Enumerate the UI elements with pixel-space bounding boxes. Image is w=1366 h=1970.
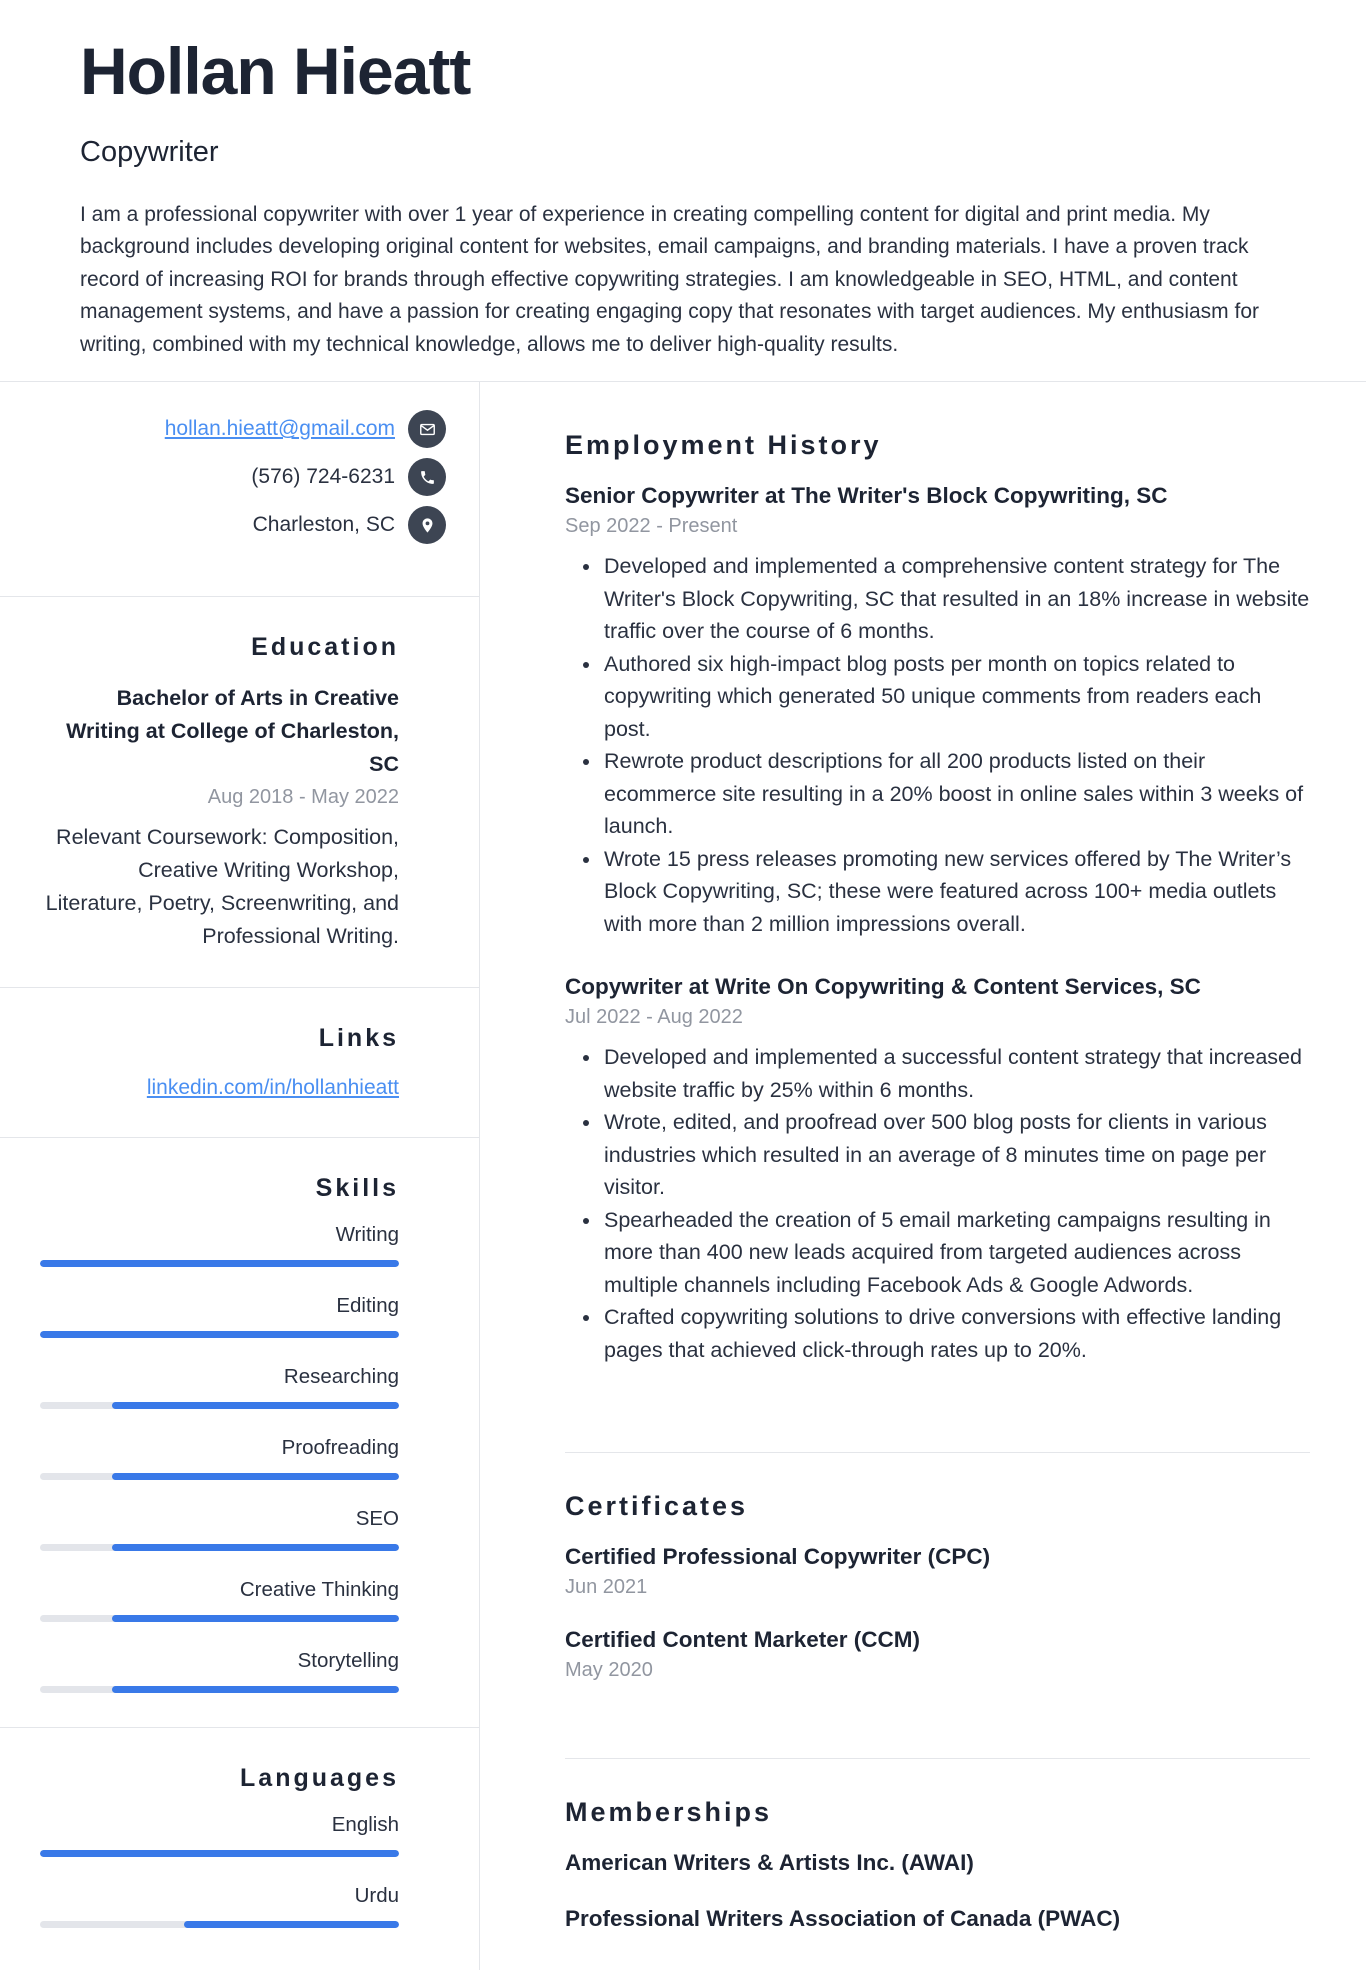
phone-icon [408, 458, 446, 496]
skill-label: Proofreading [281, 1436, 399, 1460]
skill-bar-fill [112, 1544, 399, 1551]
candidate-name: Hollan Hieatt [80, 34, 471, 108]
skill-item [40, 1365, 399, 1409]
skill-bar-track [40, 1402, 399, 1409]
skill-bar-track [40, 1686, 399, 1693]
contact-phone-row [40, 458, 446, 496]
sidebar [0, 382, 480, 1970]
contact-section [0, 382, 479, 596]
language-bar-fill [184, 1921, 399, 1928]
education-section [0, 596, 479, 987]
certificates-section [565, 1452, 1310, 1718]
job-bullet: • Developed and implemented a comprehensive content strategy for The Writer's Block Copywriting, SC that resulted in an 18% increase in website traffic over the course of 6 months. [602, 550, 1310, 648]
email-link[interactable]: hollan.hieatt@gmail.com [164, 417, 395, 441]
job-title: Copywriter at Write On Copywriting & Content Services, SC [565, 974, 1201, 1000]
skill-label: Storytelling [297, 1649, 399, 1673]
skill-bar-fill [112, 1402, 399, 1409]
skill-item [40, 1294, 399, 1338]
skill-label: Writing [335, 1223, 399, 1247]
certificate-date: Jun 2021 [565, 1576, 648, 1599]
job-bullet: • Developed and implemented a successful content strategy that increased website traffic by 25% within 6 months. [602, 1041, 1310, 1106]
certificates-heading: Certificates [565, 1491, 749, 1522]
location-text: Charleston, SC [252, 513, 395, 537]
job-entry [565, 483, 1310, 940]
job-bullet: • Crafted copywriting solutions to drive conversions with effective landing pages that achieved click-through rates up to 20%. [602, 1301, 1310, 1366]
links-section [0, 987, 479, 1137]
job-dates: Jul 2022 - Aug 2022 [565, 1006, 743, 1029]
skill-bar-fill [112, 1686, 399, 1693]
resume-header [0, 0, 1366, 361]
job-bullet-list [565, 550, 1310, 940]
language-bar-fill [40, 1850, 399, 1857]
education-coursework: Relevant Coursework: Composition, Creative Writing Workshop, Literature, Poetry, Screenwriting, and Professional Writing. [45, 825, 399, 949]
linkedin-link[interactable]: linkedin.com/in/hollanhieatt [146, 1076, 399, 1100]
education-heading: Education [251, 633, 399, 662]
link-item [40, 1073, 399, 1103]
skill-item [40, 1649, 399, 1693]
job-bullet: • Spearheaded the creation of 5 email marketing campaigns resulting in more than 400 new leads acquired from targeted audiences across multiple channels including Facebook Ads & Google Adwords. [602, 1204, 1310, 1302]
language-item [40, 1884, 399, 1928]
certificate-title: Certified Professional Copywriter (CPC) [565, 1544, 991, 1570]
job-bullet: • Wrote 15 press releases promoting new services offered by The Writer’s Block Copywriting, SC; these were featured across 100+ media outlets with more than 2 million impressions overall. [602, 843, 1310, 941]
skill-bar-track [40, 1544, 399, 1551]
language-item [40, 1813, 399, 1857]
job-bullet: • Wrote, edited, and proofread over 500 blog posts for clients in various industries which resulted in an average of 8 minutes time on page per visitor. [602, 1106, 1310, 1204]
job-bullet: • Authored six high-impact blog posts per month on topics related to copywriting which generated 50 unique comments from readers each post. [602, 648, 1310, 746]
job-bullet: • Rewrote product descriptions for all 200 products listed on their ecommerce site resulting in a 20% boost in online sales within 3 weeks of launch. [602, 745, 1310, 843]
language-bar-track [40, 1921, 399, 1928]
education-dates: Aug 2018 - May 2022 [207, 786, 399, 809]
resume-body [0, 382, 1366, 1970]
membership-entry: Professional Writers Association of Canada (PWAC) [565, 1906, 1121, 1932]
skills-section [0, 1137, 479, 1727]
certificate-date: May 2020 [565, 1659, 653, 1682]
skills-heading: Skills [315, 1174, 399, 1203]
language-label: English [331, 1813, 399, 1837]
phone-number: (576) 724-6231 [251, 465, 395, 489]
membership-entry: American Writers & Artists Inc. (AWAI) [565, 1850, 974, 1876]
candidate-role: Copywriter [80, 135, 219, 168]
memberships-heading: Memberships [565, 1797, 773, 1828]
skill-label: SEO [355, 1507, 399, 1531]
job-title: Senior Copywriter at The Writer's Block Copywriting, SC [565, 483, 1168, 509]
job-dates: Sep 2022 - Present [565, 515, 738, 538]
main-column [480, 382, 1366, 1970]
skill-item [40, 1436, 399, 1480]
certificate-title: Certified Content Marketer (CCM) [565, 1627, 921, 1653]
job-bullet-list [565, 1041, 1310, 1366]
profile-summary: I am a professional copywriter with over 1 year of experience in creating compelling content for digital and print media. My background includes developing original content for websites, email campaigns, and branding materials. I have a proven track record of increasing ROI for brands through effective copywriting strategies. I am knowledgeable in SEO, HTML, and content management systems, and have a passion for creating engaging copy that resonates with target audiences. My enthusiasm for writing, combined with my technical knowledge, allows me to deliver high-quality results. [80, 202, 1259, 356]
skill-label: Researching [283, 1365, 399, 1389]
language-bar-track [40, 1850, 399, 1857]
skill-bar-fill [40, 1260, 399, 1267]
languages-heading: Languages [240, 1764, 399, 1793]
skill-item [40, 1223, 399, 1267]
skill-bar-track [40, 1473, 399, 1480]
employment-section [565, 382, 1310, 1412]
skill-bar-fill [40, 1331, 399, 1338]
skill-bar-track [40, 1331, 399, 1338]
language-label: Urdu [354, 1884, 399, 1908]
employment-heading: Employment History [565, 430, 882, 461]
skill-bar-track [40, 1615, 399, 1622]
skill-item [40, 1507, 399, 1551]
education-degree: Bachelor of Arts in Creative Writing at College of Charleston, SC [66, 686, 399, 777]
skill-item [40, 1578, 399, 1622]
map-pin-icon [408, 506, 446, 544]
skill-bar-fill [112, 1473, 399, 1480]
skill-label: Editing [336, 1294, 399, 1318]
certificate-entry [565, 1627, 1310, 1682]
contact-location-row [40, 506, 446, 544]
envelope-icon [408, 410, 446, 448]
certificate-entry [565, 1544, 1310, 1599]
memberships-section [565, 1758, 1310, 1970]
links-heading: Links [318, 1024, 399, 1053]
skill-label: Creative Thinking [239, 1578, 399, 1602]
skill-bar-track [40, 1260, 399, 1267]
contact-email-row [40, 410, 446, 448]
skill-bar-fill [112, 1615, 399, 1622]
job-entry [565, 974, 1310, 1366]
languages-section [0, 1727, 479, 1962]
